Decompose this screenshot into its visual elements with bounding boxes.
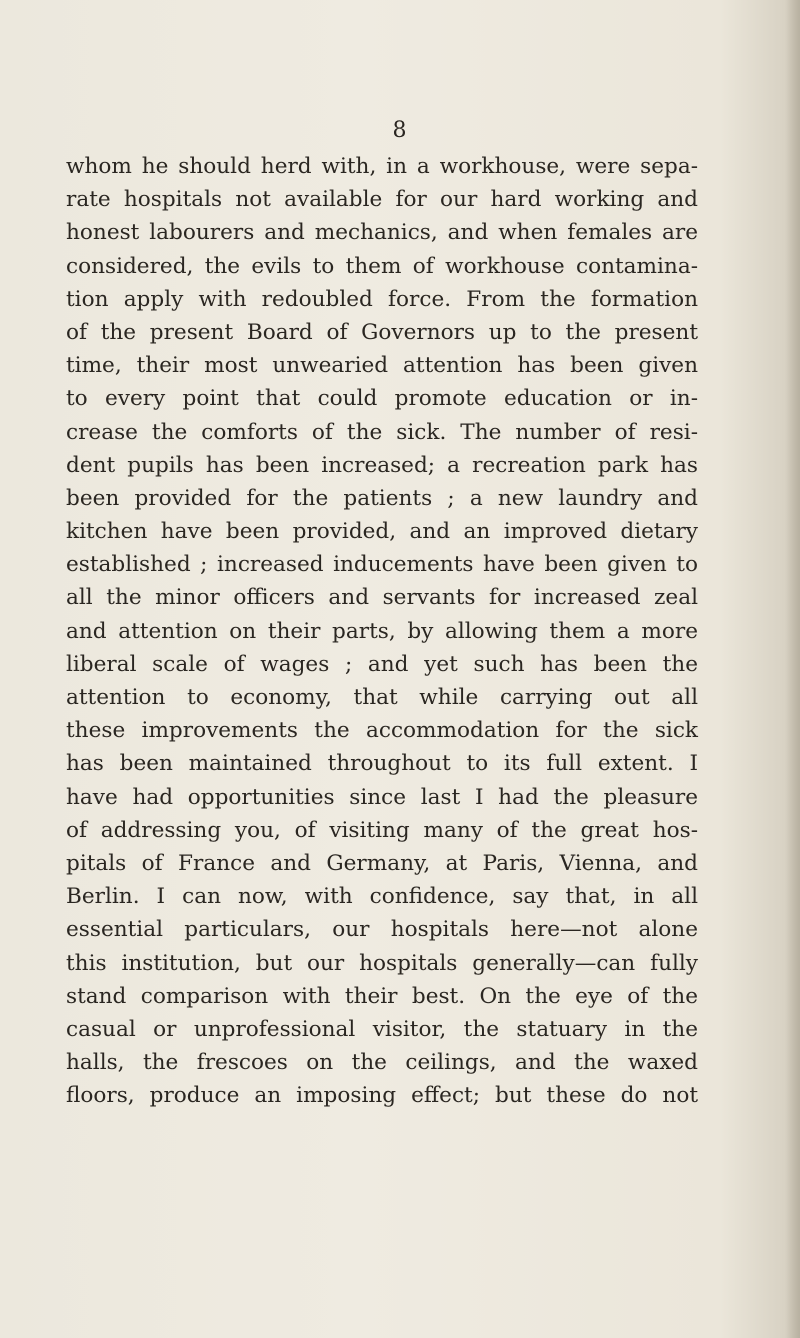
page-number: 8 (392, 118, 408, 143)
text-line: crease the comforts of the sick. The number of resi- (66, 419, 698, 445)
text-line: have had opportunities since last I had the pleasure (66, 784, 698, 810)
text-line: dent pupils has been increased; a recreation park has (66, 452, 698, 478)
text-line: Berlin. I can now, with confidence, say that, in all (66, 884, 698, 910)
text-line: established ; increased inducements have been given to (66, 552, 698, 578)
text-line: essential particulars, our hospitals here—not alone (66, 917, 698, 943)
page-edge-shadow (786, 0, 800, 1338)
text-line: honest labourers and mechanics, and when females are (66, 220, 698, 246)
text-line: casual or unprofessional visitor, the statuary in the (66, 1016, 698, 1042)
text-line: pitals of France and Germany, at Paris, Vienna, and (66, 850, 698, 876)
text-line: stand comparison with their best. On the eye of the (66, 983, 698, 1009)
text-line: tion apply with redoubled force. From the formation (66, 286, 698, 312)
text-line: and attention on their parts, by allowing them a more (66, 618, 698, 644)
text-line: considered, the evils to them of workhouse contamina- (66, 253, 698, 279)
text-line: whom he should herd with, in a workhouse, were sepa- (66, 154, 698, 179)
text-line: been provided for the patients ; a new laundry and (66, 485, 698, 511)
text-line: these improvements the accommodation for the sick (66, 718, 698, 744)
text-line: halls, the frescoes on the ceilings, and the waxed (66, 1050, 698, 1076)
text-line: liberal scale of wages ; and yet such has been the (66, 651, 698, 677)
text-line: kitchen have been provided, and an improved dietary (66, 519, 698, 545)
text-line: rate hospitals not available for our hard working and (66, 187, 698, 213)
text-line: of addressing you, of visiting many of the great hos- (66, 817, 698, 843)
text-line: of the present Board of Governors up to the present (66, 319, 698, 345)
text-line: all the minor officers and servants for increased zeal (66, 585, 698, 611)
text-line: to every point that could promote education or in- (66, 386, 698, 412)
text-line: floors, produce an imposing effect; but these do not (66, 1083, 698, 1109)
body-text (66, 150, 698, 1112)
text-line: has been maintained throughout to its full extent. I (66, 751, 698, 777)
text-line: time, their most unwearied attention has been given (66, 353, 698, 379)
text-line: attention to economy, that while carrying out all (66, 685, 698, 710)
text-line: this institution, but our hospitals generally—can fully (66, 950, 698, 976)
